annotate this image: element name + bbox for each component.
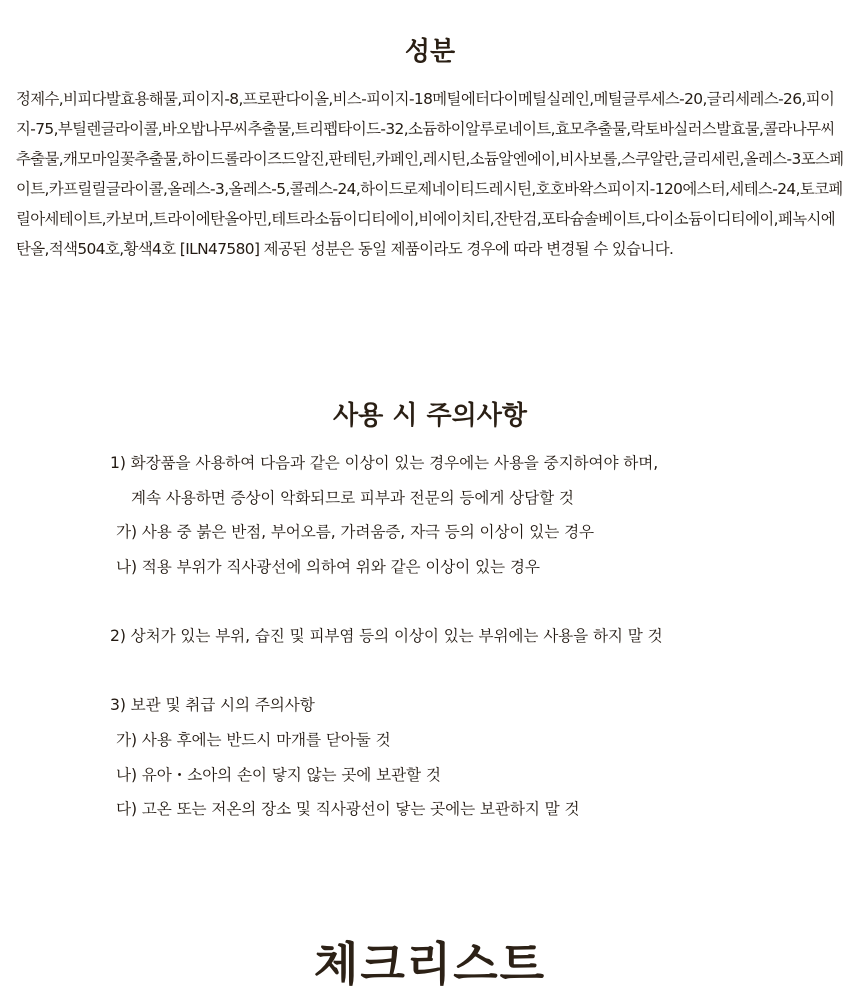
caution-item-1-continued: 계속 사용하면 증상이 악화되므로 피부과 전문의 등에게 상담할 것 — [131, 489, 574, 507]
caution-item-1-a: 가) 사용 중 붉은 반점, 부어오름, 가려움증, 자극 등의 이상이 있는 경우 — [116, 523, 594, 541]
caution-item-3-c: 다) 고온 또는 저온의 장소 및 직사광선이 닿는 곳에는 보관하지 말 것 — [116, 800, 580, 818]
checklist-title: 체크리스트 — [313, 937, 547, 991]
caution-item-1-b: 나) 적용 부위가 직사광선에 의하여 위와 같은 이상이 있는 경우 — [116, 558, 540, 576]
ingredients-title: 성분 — [404, 37, 456, 67]
caution-item-1: 1) 화장품을 사용하여 다음과 같은 이상이 있는 경우에는 사용을 중지하여야 하며, — [110, 454, 659, 472]
caution-item-3-a: 가) 사용 후에는 반드시 마개를 닫아둘 것 — [116, 731, 391, 749]
caution-item-3-b: 나) 유아・소아의 손이 닿지 않는 곳에 보관할 것 — [116, 766, 441, 784]
caution-title: 사용 시 주의사항 — [333, 401, 527, 431]
ingredients-text: 정제수,비피다발효용해물,피이지-8,프로판다이올,비스-피이지-18메틸에터다이메틸실레인,메틸글루세스-20,글리세레스-26,피이지-75,부틸렌글라이콜,바오밥나무씨추출물,트리펩타이드-32,소듐하이알루로네이트,효모추출물,락토바실러스발효물,콜라나무씨추출물,캐모마일꽃추출물,하이드롤라이즈드알진,판테틴,카페인,레시틴,소듐알엔에이,비사보롤,스쿠알란,글리세린,올레스-3포스페이트,카프릴릴글라이콜,올레스-3,올레스-5,콜레스-24,하이드로제네이티드레시틴,호호바왁스피이지-120에스터,세테스-24,토코페릴아세테이트,카보머,트라이에탄올아민,테트라소듐이디티에이,비에이치티,잔탄검,포타슘솔베이트,다이소듐이디티에이,페녹시에탄올,적색504호,황색4호 [ILN47580] 제공된 성분은 동일 제품이라도 경우에 따라 변경될 수 있습니다. — [16, 90, 844, 258]
caution-item-3: 3) 보관 및 취급 시의 주의사항 — [110, 696, 315, 714]
caution-item-2: 2) 상처가 있는 부위, 습진 및 피부염 등의 이상이 있는 부위에는 사용을 하지 말 것 — [110, 627, 663, 645]
